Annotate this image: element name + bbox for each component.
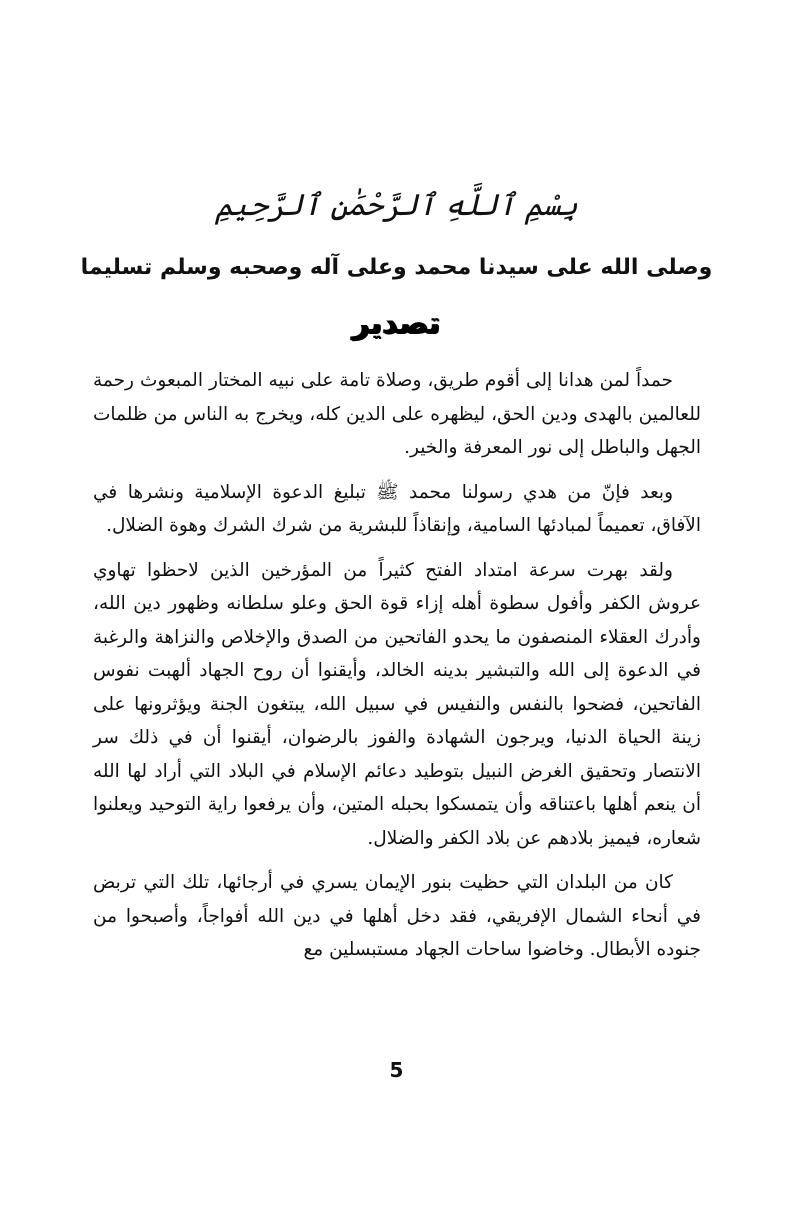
salutation-line: وصلى الله على سيدنا محمد وعلى آله وصحبه وسلم تسليما	[80, 255, 713, 280]
basmala: بِسْمِ ٱللَّهِ ٱلرَّحْمَٰنِ ٱلرَّحِيمِ	[215, 188, 578, 223]
section-heading: تصدير	[352, 306, 441, 341]
page-number: 5	[389, 1058, 404, 1082]
paragraph-2: وبعد فإنّ من هدي رسولنا محمد ﷺ تبليغ الدعوة الإسلامية ونشرها في الآفاق، تعميماً لمبادئها السامية، وإنقاذاً للبشرية من شرك الشرك وهوة الضلال.	[93, 481, 701, 536]
paragraph-4: كان من البلدان التي حظيت بنور الإيمان يسري في أرجائها، تلك التي تربض في أنحاء الشمال الإفريقي، فقد دخل أهلها في دين الله أفواجاً، وأصبحوا من جنوده الأبطال. وخاضوا ساحات الجهاد مستبسلين مع	[93, 872, 701, 960]
paragraph-3: ولقد بهرت سرعة امتداد الفتح كثيراً من المؤرخين الذين لاحظوا تهاوي عروش الكفر وأفول سطوة أهله إزاء قوة الحق وعلو سلطانه وظهور دين الله، وأدرك العقلاء المنصفون ما يحدو الفاتحين من الصدق والإخلاص والنزاهة والرغبة في الدعوة إلى الله والتبشير بدينه الخالد، وأيقنوا أن روح الجهاد ألهبت نفوس الفاتحين، فضحوا بالنفس والنفيس في سبيل الله، يبتغون الجنة ويؤثرونها على زينة الحياة الدنيا، ويرجون الشهادة والفوز بالرضوان، أيقنوا أن في ذلك سر الانتصار وتحقيق الغرض النبيل بتوطيد دعائم الإسلام في البلاد التي أراد لها الله أن ينعم أهلها باعتناقه وأن يتمسكوا بحبله المتين، وأن يرفعوا راية التوحيد ويعلنوا شعاره، فيميز بلادهم عن بلاد الكفر والضلال.	[93, 559, 701, 849]
paragraph-1: حمداً لمن هدانا إلى أقوم طريق، وصلاة تامة على نبيه المختار المبعوث رحمة للعالمين بالهدى ودين الحق، ليظهره على الدين كله، ويخرج به الناس من ظلمات الجهل والباطل إلى نور المعرفة والخير.	[93, 370, 701, 458]
body-text	[93, 364, 701, 978]
